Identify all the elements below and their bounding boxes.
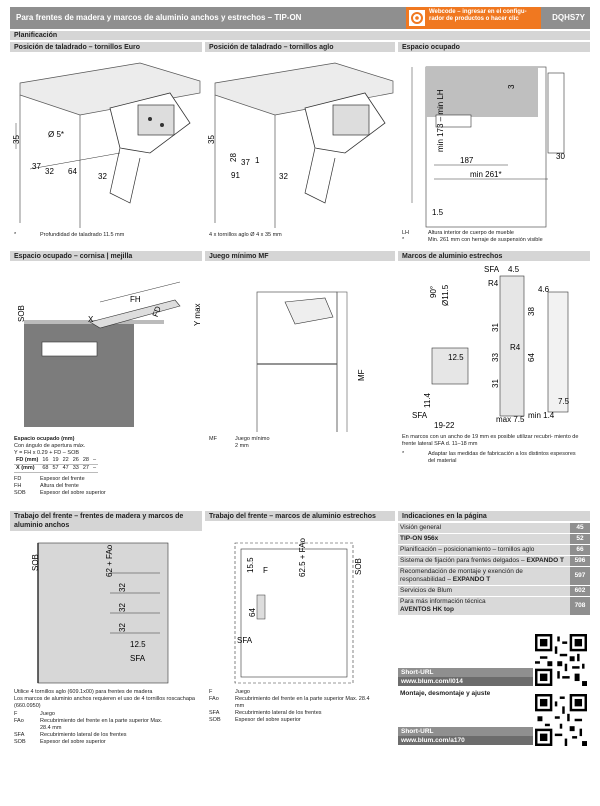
webcode-box[interactable] (406, 7, 541, 29)
dim-label: 11.4 (423, 393, 432, 408)
dim-label: 62 + FAo (105, 544, 114, 577)
panel-title: Trabajo del frente – marcos de aluminio estrechos (205, 511, 395, 521)
dim-label: 64 (68, 167, 77, 176)
index-item[interactable]: Para más información técnica AVENTOS HK top 708 (398, 597, 590, 616)
legend-row: SOB Espesor del sobre superior (14, 739, 106, 745)
space-cornice-diagram (10, 262, 202, 432)
dim-label: X (88, 315, 94, 324)
note-row: * Profundidad de taladrado 11.5 mm (14, 232, 125, 238)
page-number: 66 (570, 545, 590, 555)
page-number: 597 (570, 567, 590, 585)
panel-title: Posición de taladrado – tornillos aglo (205, 42, 395, 52)
legend-row: SFA Recubrimiento lateral de los frentes (209, 710, 322, 716)
dim-label: SOB (354, 558, 363, 575)
dim-label: 33 (491, 353, 500, 362)
panel-title: Juego mínimo MF (205, 251, 395, 261)
dim-label: MF (357, 369, 366, 381)
page-number: 52 (570, 534, 590, 544)
legend-row: FAo Recubrimiento del frente en la parte superior Max. 28.4 mm (209, 696, 370, 709)
index-item[interactable]: Recomendación de montaje y exención de responsabilidad – EXPANDO T 597 (398, 567, 590, 586)
front-wood-text: Utilice 4 tornillos aglo (609.1x00) para frentes de madera (14, 689, 153, 695)
narrow-text: En marcos con un ancho de 19 mm es posible utilizar recubri- miento de frente lateral SFA d. 11–18 mm (402, 434, 579, 447)
index-list (398, 523, 590, 616)
dim-label: 1 (255, 156, 260, 165)
dim-label: 32 (98, 172, 107, 181)
note-text: 4 x tornillos aglo Ø 4 x 35 mm (209, 232, 282, 238)
dim-label: 28 (229, 153, 238, 162)
legend-row: F Juego (14, 711, 55, 717)
index-item[interactable]: Planificación – posicionamiento – tornillos aglo 66 (398, 545, 590, 556)
index-title: Indicaciones en la página (398, 511, 590, 521)
space-table (14, 457, 98, 473)
page-number: 602 (570, 586, 590, 596)
front-wood-diagram (10, 533, 202, 687)
configurator-icon (409, 10, 425, 26)
dim-label: 4.6 (538, 285, 550, 294)
table-formula: Y = FH x 0.29 + FD – SOB (14, 450, 80, 456)
dim-label: 35 (207, 135, 216, 144)
dim-label: 90° (429, 285, 438, 298)
narrow-aluminium-diagram (398, 262, 590, 430)
legend-row: SFA Recubrimiento lateral de los frentes (14, 732, 127, 738)
dim-label: 19-22 (434, 421, 455, 430)
panel-drilling-aglo (205, 42, 395, 242)
legend-row: MF Juego mínimo (209, 436, 270, 442)
drilling-euro-diagram (10, 53, 202, 231)
front-wood-text2: Los marcos de aluminio anchos requieren el uso de 4 tornillos roscachapa (660.0950) (14, 696, 195, 709)
page-title: Para frentes de madera y marcos de aluminio anchos y estrechos – TIP-ON (16, 13, 302, 22)
front-narrow-diagram (205, 533, 395, 687)
dim-label: R4 (488, 279, 499, 288)
page-number: 708 (570, 597, 590, 615)
index-item[interactable]: Visión general 45 (398, 523, 590, 534)
short-url-label: Short-URL (398, 668, 533, 677)
panel-title: Trabajo del frente – frentes de madera y marcos de aluminio anchos (10, 511, 202, 531)
dim-label: FD (150, 305, 163, 319)
short-url-block (398, 668, 533, 686)
dim-label: 31 (491, 379, 500, 388)
dim-label: Y max (193, 303, 202, 326)
dim-label: 30 (556, 152, 565, 161)
legend-row: 2 mm (235, 443, 249, 449)
panel-drilling-euro (10, 42, 202, 242)
dim-label: 37 (32, 162, 41, 171)
legend-row: SOB Espesor del sobre superior (209, 717, 301, 723)
dim-label: 62.5 + FAo (298, 538, 307, 577)
dim-label: SOB (17, 305, 26, 322)
dim-label: 38 (527, 307, 536, 316)
table-title: Espacio ocupado (mm) (14, 436, 75, 442)
qr-code-icon[interactable] (535, 634, 587, 686)
note-row: * Min. 261 mm con herraje de suspensión visible (402, 237, 543, 243)
index-item[interactable]: Sistema de fijación para frentes delgados – EXPANDO T 596 (398, 556, 590, 567)
page-number: 596 (570, 556, 590, 566)
dim-label: 12.5 (448, 353, 464, 362)
dim-label: 35 (12, 135, 21, 144)
short-url-link[interactable]: www.blum.com/l014 (398, 677, 533, 686)
dim-label: 7.5 (558, 397, 570, 406)
section-planificacion: Planificación (10, 31, 590, 40)
dim-label: 37 (241, 158, 250, 167)
dim-label: SFA (412, 411, 428, 420)
dim-label: SFA (130, 654, 146, 663)
panel-min-gap (205, 251, 395, 456)
dim-label: min 1.4 (528, 411, 555, 420)
short-url-link[interactable]: www.blum.com/a170 (398, 736, 533, 745)
dim-label: 31 (491, 323, 500, 332)
panel-space-cornice (10, 251, 202, 508)
panel-title: Espacio ocupado (398, 42, 590, 52)
dim-label: 32 (279, 172, 288, 181)
table-sub: Con ángulo de apertura máx. (14, 443, 86, 449)
min-gap-diagram (205, 262, 395, 432)
panel-title: Posición de taladrado – tornillos Euro (10, 42, 202, 52)
legend-row: FH Altura del frente (14, 483, 79, 489)
dim-label: SOB (31, 554, 40, 571)
index-item[interactable]: TIP-ON 956x 52 (398, 534, 590, 545)
dim-label: SFA (237, 636, 253, 645)
legend-row: SOB Espesor del sobre superior (14, 490, 106, 496)
panel-narrow-aluminium (398, 251, 590, 476)
dim-label: Ø11.5 (441, 284, 450, 306)
drilling-aglo-diagram (205, 53, 395, 231)
panel-front-narrow (205, 511, 395, 761)
legend-row: FAo Recubrimiento del frente en la parte superior Max. 28.4 mm (14, 718, 163, 731)
dim-label: 64 (248, 608, 257, 617)
panel-front-wood (10, 511, 202, 799)
table-row: X (mm) 68 57 47 33 27 – (16, 465, 96, 471)
dim-label: min 261* (470, 170, 502, 179)
dim-label: 32 (118, 603, 127, 612)
dim-label: 3 (507, 84, 516, 89)
legend-row: FD Espesor del frente (14, 476, 85, 482)
note-row: LH Altura interior de cuerpo de mueble (402, 230, 514, 236)
legend-row: F Juego (209, 689, 250, 695)
panel-title: Espacio ocupado – cornisa | mejilla (10, 251, 202, 261)
page-number: 45 (570, 523, 590, 533)
webcode-value[interactable]: DQHS7Y (552, 13, 585, 22)
dim-label: FH (130, 295, 141, 304)
dim-label: F (263, 566, 268, 575)
page-header (10, 7, 590, 29)
dim-label: 12.5 (130, 640, 146, 649)
short-url-label: Short-URL (398, 727, 533, 736)
dim-label: 91 (231, 171, 240, 180)
montaje-label: Montaje, desmontaje y ajuste (400, 690, 491, 697)
dim-label: 64 (527, 353, 536, 362)
short-url-block (398, 727, 533, 745)
dim-label: 15.5 (246, 557, 255, 573)
qr-code-icon[interactable] (535, 694, 587, 746)
space-required-diagram (398, 53, 590, 229)
dim-label: 187 (460, 156, 474, 165)
dim-label: 4.5 (508, 265, 520, 274)
dim-label: 32 (118, 583, 127, 592)
note-row: * Adaptar las medidas de fabricación a los distintos espesores del material (402, 451, 576, 464)
dim-label: 32 (118, 623, 127, 632)
panel-space-required (398, 42, 590, 247)
dim-label: SFA (484, 265, 500, 274)
dim-label: max 7.5 (496, 415, 525, 424)
dim-label: min 173 – min LH (436, 89, 445, 152)
webcode-text: Webcode – ingresar en el configu- rador de productos o hacer clic (429, 9, 527, 22)
index-item[interactable]: Servicios de Blum 602 (398, 586, 590, 597)
dim-label: 32 (45, 167, 54, 176)
dim-label: Ø 5* (48, 130, 65, 139)
panel-title: Marcos de aluminio estrechos (398, 251, 590, 261)
dim-label: R4 (510, 343, 521, 352)
table-row: FD (mm) 16 19 22 26 28 – (16, 457, 96, 463)
dim-label: 1.5 (432, 208, 444, 217)
